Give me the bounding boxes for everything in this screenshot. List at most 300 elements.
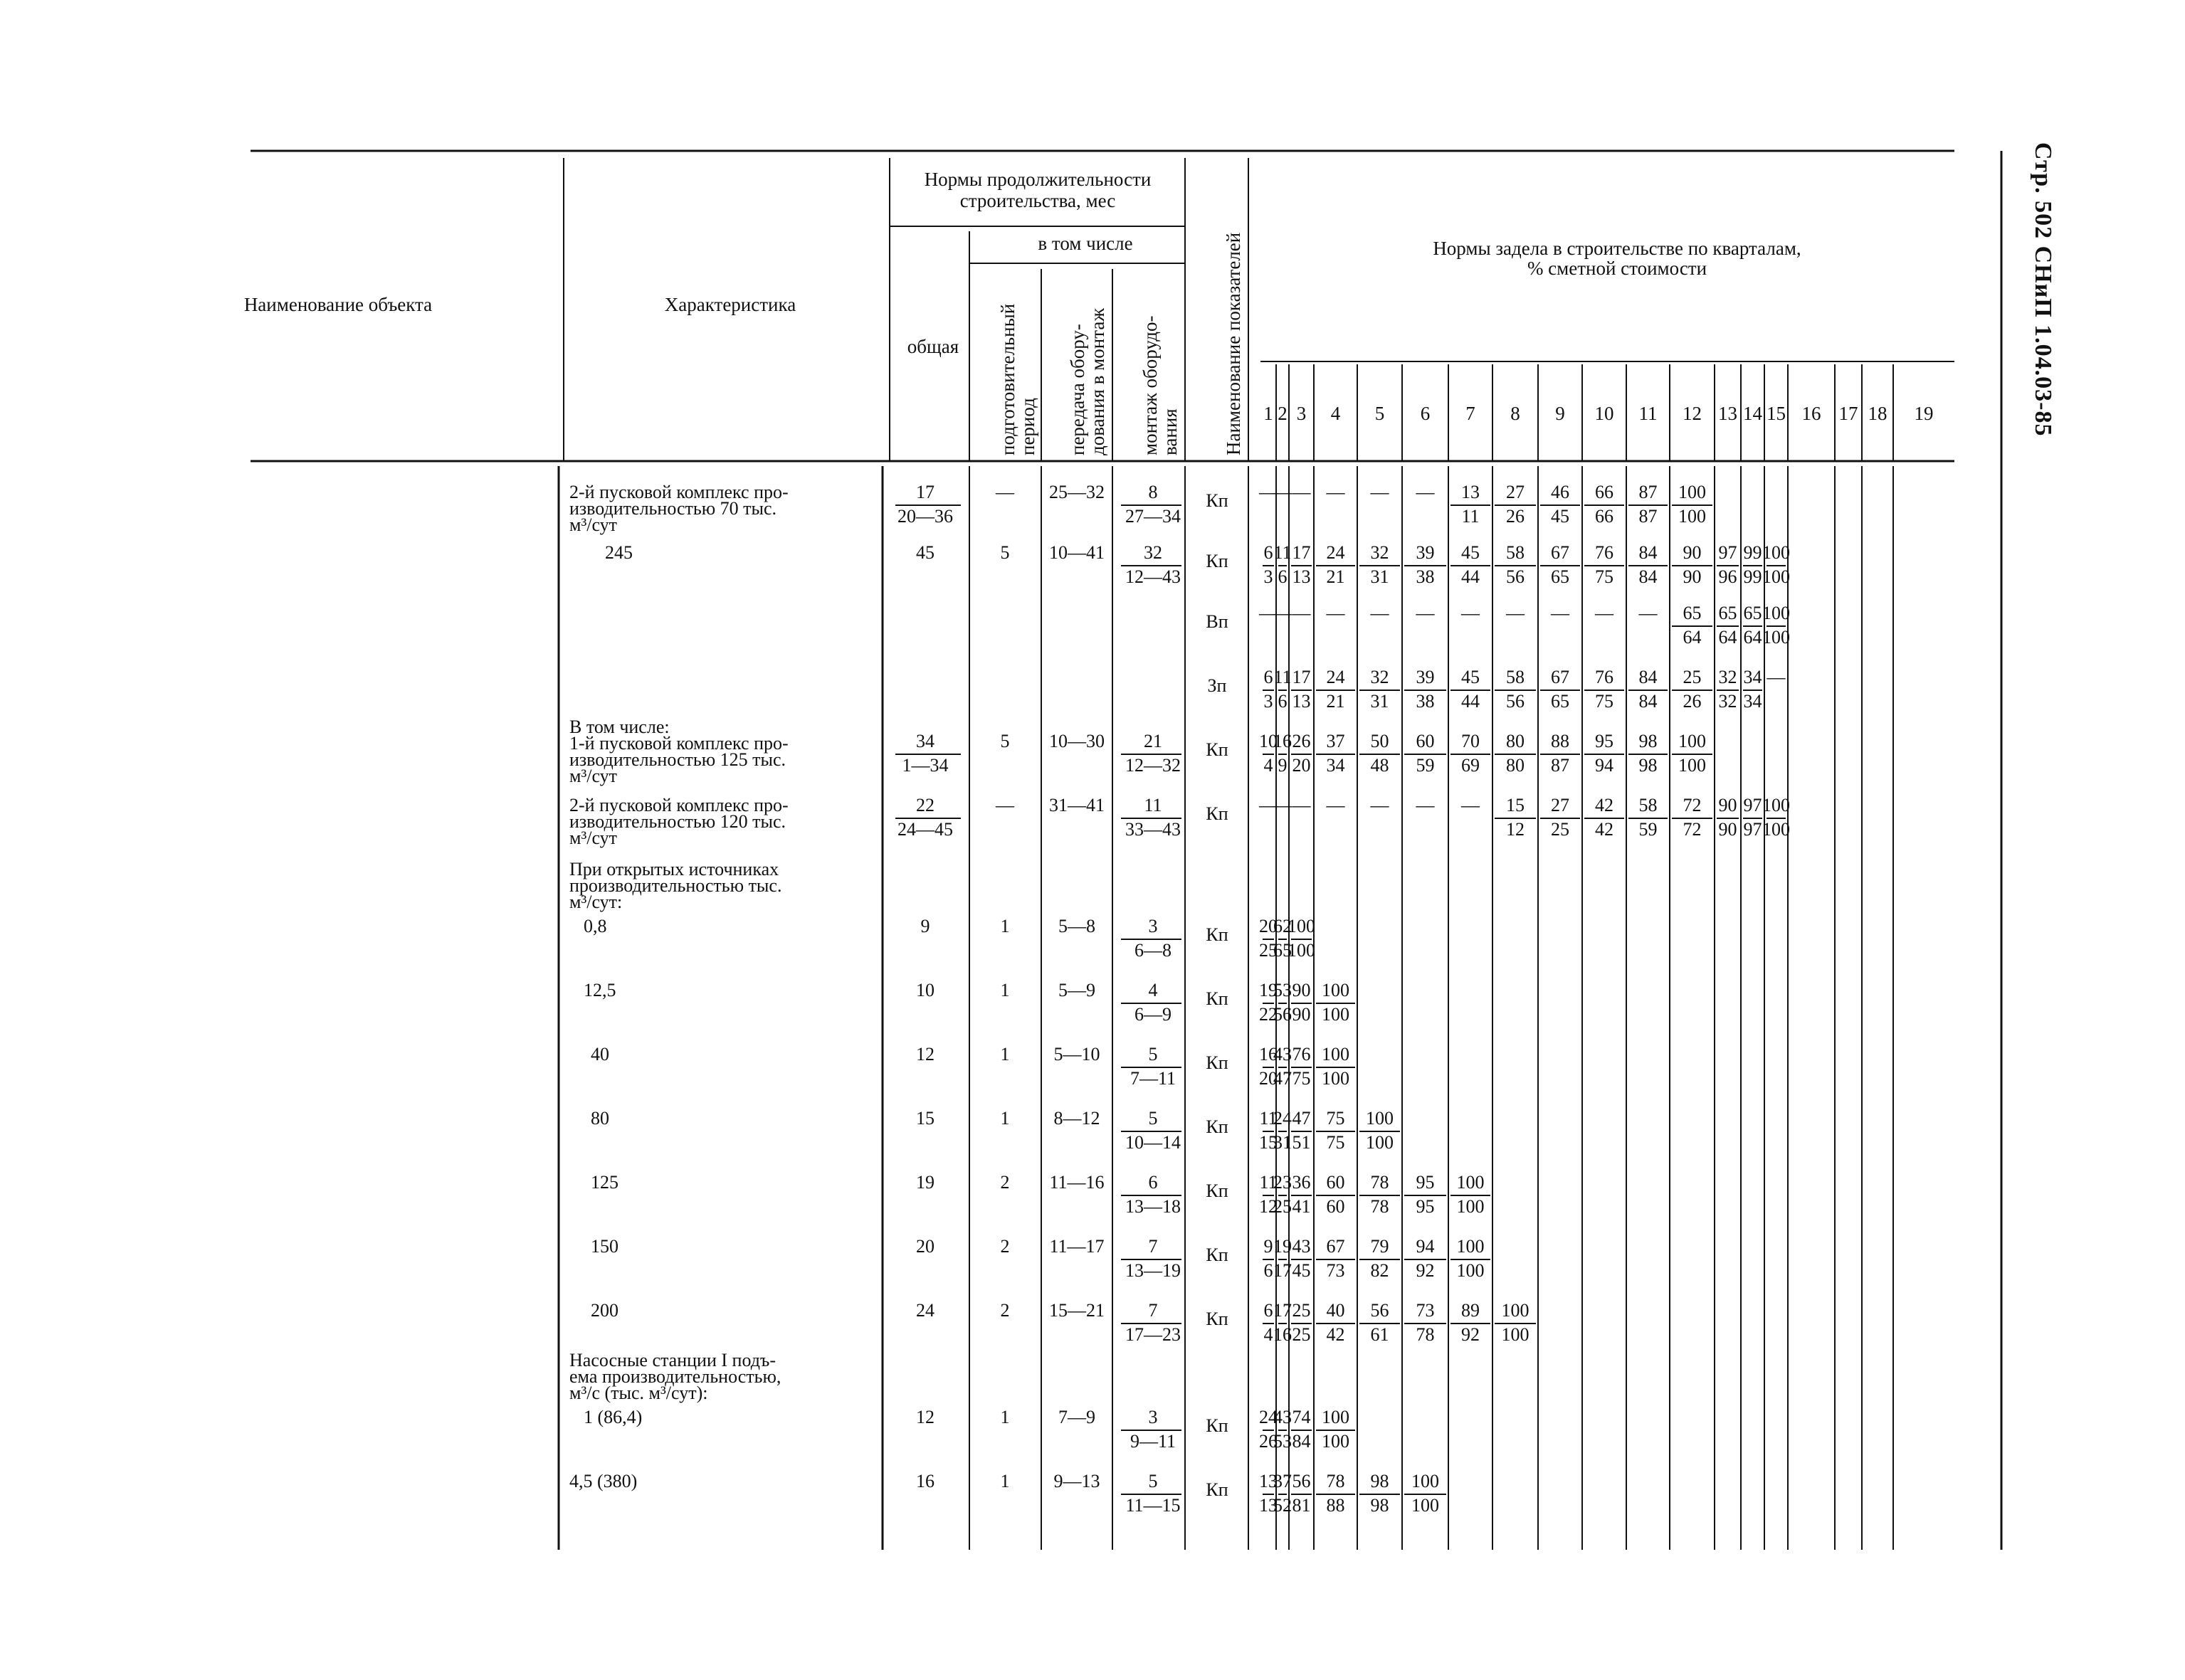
row-indicator: Кп: [1206, 1116, 1228, 1137]
quarter-value: 27: [1551, 795, 1569, 815]
row-characteristic: 125: [591, 1172, 618, 1193]
quarter-value-alt: 4: [1263, 1324, 1273, 1345]
row-prep-period: —: [996, 482, 1014, 502]
quarter-value: 97: [1718, 542, 1737, 563]
quarter-value-alt: 100: [1288, 940, 1315, 961]
quarter-value: 76: [1595, 542, 1613, 563]
row-prep-period: 2: [1000, 1172, 1010, 1193]
row-indicator: Кп: [1206, 803, 1228, 824]
row-total-alt: 20—36: [897, 506, 953, 527]
quarter-value-alt: 22: [1259, 1004, 1278, 1025]
header-duration-title-1: Нормы продолжительности: [924, 169, 1152, 190]
row-characteristic: м³/сут:: [569, 892, 623, 912]
row-indicator: Кп: [1206, 551, 1228, 571]
table-body: [569, 482, 1790, 1516]
quarter-value: 60: [1326, 1172, 1345, 1193]
quarter-value: —: [1416, 603, 1435, 623]
quarter-label: 9: [1555, 403, 1565, 424]
row-prep-period: 1: [1000, 1108, 1010, 1129]
quarter-value: 58: [1506, 542, 1525, 563]
row-transfer: 7—9: [1058, 1407, 1095, 1427]
page-label: Стр. 502 СНиП 1.04.03-85: [2030, 142, 2056, 437]
quarter-value: —: [1416, 482, 1435, 502]
quarter-value: 43: [1273, 1044, 1292, 1064]
quarter-value: 67: [1551, 667, 1569, 687]
quarter-label: 8: [1510, 403, 1520, 424]
table-row: [569, 795, 1790, 848]
quarter-value-alt: 100: [1762, 566, 1790, 587]
quarter-value: 16: [1259, 1044, 1278, 1064]
quarter-value-alt: 42: [1595, 819, 1613, 840]
row-indicator: Кп: [1206, 924, 1228, 945]
quarter-value: 100: [1678, 731, 1706, 751]
quarter-value: 25: [1683, 667, 1702, 687]
quarter-label: 4: [1330, 403, 1341, 424]
row-characteristic: 80: [591, 1108, 609, 1129]
quarter-value: —: [1259, 603, 1278, 623]
quarter-value-alt: 44: [1461, 566, 1480, 587]
row-install: 21: [1144, 731, 1162, 751]
quarter-value: 42: [1595, 795, 1613, 815]
quarter-value-alt: 87: [1638, 506, 1658, 527]
row-install: 32: [1144, 542, 1162, 563]
quarter-labels: [1263, 403, 1933, 424]
quarter-value-alt: 100: [1678, 506, 1706, 527]
row-indicator: Кп: [1206, 1052, 1228, 1073]
quarter-value-alt: 90: [1718, 819, 1737, 840]
quarter-value: 53: [1273, 980, 1292, 1000]
quarter-value-alt: 12: [1259, 1196, 1278, 1217]
quarter-value-alt: 34: [1326, 755, 1345, 776]
quarter-value: —: [1326, 482, 1345, 502]
quarter-value-alt: 53: [1273, 1431, 1292, 1452]
quarter-value: 32: [1370, 542, 1389, 563]
quarter-value: —: [1273, 482, 1292, 502]
quarter-value-alt: 25: [1259, 940, 1278, 961]
quarter-value-alt: 69: [1461, 755, 1480, 776]
quarter-value: 99: [1743, 542, 1762, 563]
row-indicator: Кп: [1206, 490, 1228, 511]
quarter-label: 3: [1296, 403, 1307, 424]
row-transfer: 5—8: [1058, 916, 1095, 936]
header-total: общая: [907, 336, 959, 357]
quarter-value: —: [1259, 482, 1278, 502]
quarter-value: 43: [1292, 1236, 1311, 1257]
quarter-value-alt: 64: [1743, 627, 1762, 648]
row-indicator: Кп: [1206, 1309, 1228, 1329]
quarter-value: 36: [1292, 1172, 1311, 1193]
quarter-value: 6: [1263, 667, 1273, 687]
quarter-value: 13: [1461, 482, 1480, 502]
row-install-alt: 11—15: [1125, 1495, 1181, 1516]
table-row: [591, 1172, 1485, 1217]
quarter-value: 67: [1551, 542, 1569, 563]
row-transfer: 31—41: [1049, 795, 1105, 815]
row-characteristic: 12,5: [584, 980, 616, 1000]
row-transfer: 10—30: [1049, 731, 1105, 751]
row-install: 7: [1148, 1236, 1158, 1257]
quarter-value-alt: 16: [1273, 1324, 1292, 1345]
quarter-value-alt: 6: [1278, 566, 1288, 587]
row-prep-period: 1: [1000, 916, 1010, 936]
quarter-value: 65: [1683, 603, 1702, 623]
quarter-value-alt: 47: [1273, 1068, 1292, 1089]
quarter-value: 11: [1273, 667, 1292, 687]
row-characteristic: ема производительностью,: [569, 1366, 781, 1387]
quarter-label: 5: [1374, 403, 1385, 424]
row-install-alt: 6—9: [1134, 1004, 1172, 1025]
quarter-value-alt: 78: [1370, 1196, 1389, 1217]
row-indicator: Кп: [1206, 1180, 1228, 1201]
quarter-value: 100: [1762, 542, 1790, 563]
table-row: [591, 1108, 1394, 1153]
quarter-value: 45: [1461, 542, 1480, 563]
quarter-value-alt: 3: [1263, 566, 1273, 587]
row-indicator: Зп: [1207, 675, 1227, 696]
quarter-label: 2: [1278, 403, 1288, 424]
row-characteristic: 150: [591, 1236, 618, 1257]
row-total: 17: [916, 482, 934, 502]
table-row: [569, 1350, 1349, 1452]
quarter-value: 100: [1288, 916, 1315, 936]
quarter-value: 67: [1326, 1236, 1345, 1257]
row-prep-period: 2: [1000, 1300, 1010, 1321]
row-prep-period: 1: [1000, 980, 1010, 1000]
quarter-label: 13: [1718, 403, 1737, 424]
quarter-label: 1: [1263, 403, 1273, 424]
quarter-value: —: [1273, 603, 1292, 623]
row-transfer: 25—32: [1049, 482, 1105, 502]
quarter-value-alt: 100: [1762, 819, 1790, 840]
quarter-value: 39: [1416, 667, 1435, 687]
quarter-value-alt: 84: [1638, 691, 1658, 712]
row-install: 3: [1148, 1407, 1158, 1427]
quarter-value-alt: 92: [1461, 1324, 1480, 1345]
quarter-value: 19: [1273, 1236, 1292, 1257]
quarter-value: 66: [1595, 482, 1613, 502]
row-transfer: 5—10: [1053, 1044, 1100, 1064]
quarter-value: —: [1292, 603, 1311, 623]
quarter-value: 37: [1326, 731, 1345, 751]
quarter-value-alt: 100: [1501, 1324, 1530, 1345]
quarter-value: 37: [1273, 1471, 1292, 1491]
table-row: [1206, 603, 1790, 648]
quarter-value: 13: [1259, 1471, 1278, 1491]
quarter-value: —: [1273, 795, 1292, 815]
row-total: 10: [916, 980, 934, 1000]
quarter-value: 90: [1718, 795, 1737, 815]
row-total: 24: [916, 1300, 934, 1321]
quarter-value-alt: 98: [1370, 1495, 1389, 1516]
row-install: 5: [1148, 1044, 1158, 1064]
row-install-alt: 17—23: [1125, 1324, 1181, 1345]
row-install-alt: 33—43: [1125, 819, 1181, 840]
quarter-value: 15: [1506, 795, 1525, 815]
quarter-label: 16: [1801, 403, 1821, 424]
row-install-alt: 6—8: [1134, 940, 1172, 961]
quarter-value-alt: 56: [1273, 1004, 1292, 1025]
quarter-value-alt: 44: [1461, 691, 1480, 712]
quarter-value: —: [1461, 603, 1480, 623]
table-row: [1208, 667, 1786, 712]
quarter-label: 7: [1465, 403, 1475, 424]
quarter-value-alt: 31: [1370, 566, 1389, 587]
row-transfer: 10—41: [1049, 542, 1105, 563]
quarter-value: 98: [1638, 731, 1658, 751]
quarter-value-alt: 32: [1718, 691, 1737, 712]
row-total: 12: [916, 1407, 934, 1427]
quarter-value-alt: 90: [1683, 566, 1702, 587]
quarter-value: 25: [1292, 1300, 1311, 1321]
quarter-value: —: [1506, 603, 1525, 623]
quarter-value-alt: 81: [1292, 1495, 1311, 1516]
quarter-value: 95: [1595, 731, 1613, 751]
quarter-value-alt: 26: [1259, 1431, 1278, 1452]
quarter-value: 73: [1416, 1300, 1435, 1321]
quarter-value: 43: [1273, 1407, 1292, 1427]
quarter-value: 80: [1506, 731, 1525, 751]
row-characteristic: изводительностью 125 тыс.: [569, 749, 786, 770]
header-prep-1: подготовительный: [997, 303, 1018, 455]
row-transfer: 8—12: [1053, 1108, 1100, 1129]
quarter-value-alt: 25: [1551, 819, 1569, 840]
row-prep-period: 5: [1000, 542, 1010, 563]
quarter-value: 56: [1370, 1300, 1389, 1321]
table-row: [591, 1236, 1485, 1281]
row-transfer: 9—13: [1053, 1471, 1100, 1491]
quarter-value-alt: 100: [1366, 1132, 1394, 1153]
quarter-value: 24: [1326, 542, 1345, 563]
row-prep-period: 2: [1000, 1236, 1010, 1257]
quarter-value-alt: 25: [1292, 1324, 1311, 1345]
row-transfer: 15—21: [1049, 1300, 1105, 1321]
header-install-1: монтаж оборудо-: [1139, 315, 1161, 455]
row-characteristic: 1 (86,4): [584, 1407, 643, 1427]
quarter-value: —: [1551, 603, 1569, 623]
quarter-value: 27: [1506, 482, 1525, 502]
table-row: [569, 1471, 1439, 1516]
quarter-value: 89: [1461, 1300, 1480, 1321]
quarter-value: 17: [1292, 667, 1311, 687]
quarter-value-alt: 95: [1416, 1196, 1435, 1217]
row-total: 12: [916, 1044, 934, 1064]
header-characteristic: Характеристика: [664, 294, 796, 315]
quarter-value: 97: [1743, 795, 1762, 815]
quarter-value-alt: 75: [1595, 566, 1613, 587]
quarter-value: 100: [1762, 795, 1790, 815]
quarter-value-alt: 42: [1326, 1324, 1345, 1345]
quarter-value-alt: 96: [1718, 566, 1737, 587]
quarter-value: 39: [1416, 542, 1435, 563]
quarter-value-alt: 51: [1292, 1132, 1311, 1153]
row-characteristic: 2-й пусковой комплекс про-: [569, 482, 789, 502]
row-install-alt: 13—18: [1125, 1196, 1181, 1217]
quarter-value: 65: [1743, 603, 1762, 623]
row-total-alt: 24—45: [897, 819, 953, 840]
quarter-value-alt: 21: [1326, 691, 1345, 712]
quarter-value: 9: [1263, 1236, 1273, 1257]
quarter-value: —: [1370, 482, 1389, 502]
quarter-value: 46: [1551, 482, 1569, 502]
row-install: 4: [1148, 980, 1158, 1000]
row-indicator: Вп: [1206, 611, 1228, 632]
row-characteristic: 200: [591, 1300, 618, 1321]
quarter-value-alt: 66: [1595, 506, 1613, 527]
quarter-label: 15: [1767, 403, 1786, 424]
header-install-2: вания: [1159, 408, 1181, 455]
quarter-value: 100: [1501, 1300, 1530, 1321]
quarter-value: —: [1292, 795, 1311, 815]
row-prep-period: 1: [1000, 1044, 1010, 1064]
quarter-value: 24: [1259, 1407, 1278, 1427]
quarter-value: 17: [1292, 542, 1311, 563]
quarter-value-alt: 78: [1416, 1324, 1435, 1345]
quarter-value: 45: [1461, 667, 1480, 687]
header-backlog-2: % сметной стоимости: [1527, 258, 1707, 279]
table-row: [584, 980, 1349, 1025]
quarter-value: 75: [1326, 1108, 1345, 1129]
header-transfer-2: дования в монтаж: [1087, 308, 1108, 455]
row-characteristic: 2-й пусковой комплекс про-: [569, 795, 789, 815]
quarter-value: —: [1370, 795, 1389, 815]
row-characteristic: В том числе:: [569, 717, 670, 737]
quarter-value-alt: 20: [1259, 1068, 1278, 1089]
quarter-value-alt: 26: [1683, 691, 1702, 712]
quarter-value-alt: 100: [1762, 627, 1790, 648]
row-install-alt: 10—14: [1125, 1132, 1181, 1153]
row-indicator: Кп: [1206, 1479, 1228, 1500]
quarter-value-alt: 65: [1551, 691, 1569, 712]
quarter-value-alt: 100: [1411, 1495, 1439, 1516]
quarter-value: 10: [1259, 731, 1278, 751]
quarter-value-alt: 17: [1273, 1260, 1292, 1281]
quarter-value-alt: 11: [1461, 506, 1480, 527]
quarter-value-alt: 88: [1326, 1495, 1345, 1516]
quarter-value-alt: 9: [1278, 755, 1288, 776]
header-including: в том числе: [1038, 233, 1133, 254]
quarter-value-alt: 92: [1416, 1260, 1435, 1281]
row-prep-period: 1: [1000, 1407, 1010, 1427]
row-characteristic: 0,8: [584, 916, 607, 936]
row-install: 11: [1144, 795, 1162, 815]
quarter-value: 6: [1263, 542, 1273, 563]
quarter-value-alt: 48: [1370, 755, 1389, 776]
quarter-value: 6: [1263, 1300, 1273, 1321]
quarter-value-alt: 31: [1370, 691, 1389, 712]
header-object-name: Наименование объекта: [243, 294, 433, 315]
row-total-alt: 1—34: [902, 755, 949, 776]
quarter-value-alt: 45: [1551, 506, 1569, 527]
quarter-value: 79: [1370, 1236, 1389, 1257]
quarter-label: 10: [1594, 403, 1614, 424]
quarter-value-alt: 20: [1292, 755, 1311, 776]
row-install-alt: 13—19: [1125, 1260, 1181, 1281]
quarter-value-alt: 59: [1416, 755, 1435, 776]
table-row: [569, 482, 1706, 535]
quarter-value: 74: [1292, 1407, 1311, 1427]
quarter-value-alt: 38: [1416, 566, 1435, 587]
quarter-value: 100: [1456, 1236, 1485, 1257]
quarter-value: 76: [1292, 1044, 1311, 1064]
quarter-value: —: [1595, 603, 1613, 623]
quarter-value-alt: 72: [1683, 819, 1702, 840]
quarter-value: 100: [1456, 1172, 1485, 1193]
row-indicator: Кп: [1206, 1245, 1228, 1265]
row-characteristic: м³/сут: [569, 828, 618, 848]
quarter-value-alt: 94: [1595, 755, 1613, 776]
row-characteristic: изводительностью 70 тыс.: [569, 498, 777, 519]
quarter-value-alt: 73: [1326, 1260, 1345, 1281]
quarter-value: 32: [1718, 667, 1737, 687]
row-install: 6: [1148, 1172, 1158, 1193]
quarter-value-alt: 38: [1416, 691, 1435, 712]
row-transfer: 11—17: [1049, 1236, 1105, 1257]
quarter-value-alt: 84: [1638, 566, 1658, 587]
quarter-value: 26: [1292, 731, 1311, 751]
row-characteristic: При открытых источниках: [569, 859, 779, 879]
quarter-value-alt: 65: [1551, 566, 1569, 587]
quarter-value: 19: [1259, 980, 1278, 1000]
quarter-value: 88: [1551, 731, 1569, 751]
row-indicator: Кп: [1206, 1415, 1228, 1436]
quarter-value-alt: 98: [1638, 755, 1658, 776]
quarter-value: 17: [1273, 1300, 1292, 1321]
quarter-value-alt: 100: [1322, 1004, 1349, 1025]
quarter-label: 18: [1868, 403, 1887, 424]
header-duration-title-2: строительства, мес: [959, 190, 1116, 211]
quarter-value-alt: 4: [1263, 755, 1273, 776]
quarter-value-alt: 21: [1326, 566, 1345, 587]
row-transfer: 5—9: [1058, 980, 1095, 1000]
quarter-value: 100: [1322, 1407, 1349, 1427]
header-prep-2: период: [1017, 398, 1038, 455]
quarter-value: 34: [1743, 667, 1762, 687]
quarter-value: 16: [1273, 731, 1292, 751]
quarter-value: 72: [1683, 795, 1702, 815]
quarter-value-alt: 90: [1292, 1004, 1311, 1025]
row-characteristic: м³/сут: [569, 514, 618, 535]
quarter-value: —: [1370, 603, 1389, 623]
quarter-label: 19: [1914, 403, 1934, 424]
quarter-value: 100: [1366, 1108, 1394, 1129]
quarter-value-alt: 15: [1259, 1132, 1278, 1153]
row-prep-period: 5: [1000, 731, 1010, 751]
quarter-value-alt: 75: [1292, 1068, 1311, 1089]
row-install-alt: 12—43: [1125, 566, 1181, 587]
quarter-value: —: [1326, 795, 1345, 815]
row-characteristic: 1-й пусковой комплекс про-: [569, 733, 789, 754]
row-characteristic: 40: [591, 1044, 609, 1064]
quarter-value: —: [1638, 603, 1658, 623]
row-total: 45: [916, 542, 934, 563]
quarter-value-alt: 61: [1370, 1324, 1389, 1345]
quarter-value: 11: [1259, 1108, 1278, 1129]
quarter-value-alt: 100: [1322, 1431, 1349, 1452]
quarter-value: —: [1259, 795, 1278, 815]
table-row: [605, 542, 1790, 587]
quarter-value-alt: 12: [1506, 819, 1525, 840]
quarter-value-alt: 52: [1273, 1495, 1292, 1516]
quarter-value-alt: 100: [1456, 1196, 1485, 1217]
row-install: 7: [1148, 1300, 1158, 1321]
quarter-value: 24: [1273, 1108, 1292, 1129]
quarter-label: 14: [1743, 403, 1762, 424]
quarter-value-alt: 13: [1292, 691, 1311, 712]
quarter-value-alt: 45: [1292, 1260, 1311, 1281]
quarter-value-alt: 75: [1595, 691, 1613, 712]
quarter-value: 78: [1326, 1471, 1345, 1491]
quarter-value: 60: [1416, 731, 1435, 751]
